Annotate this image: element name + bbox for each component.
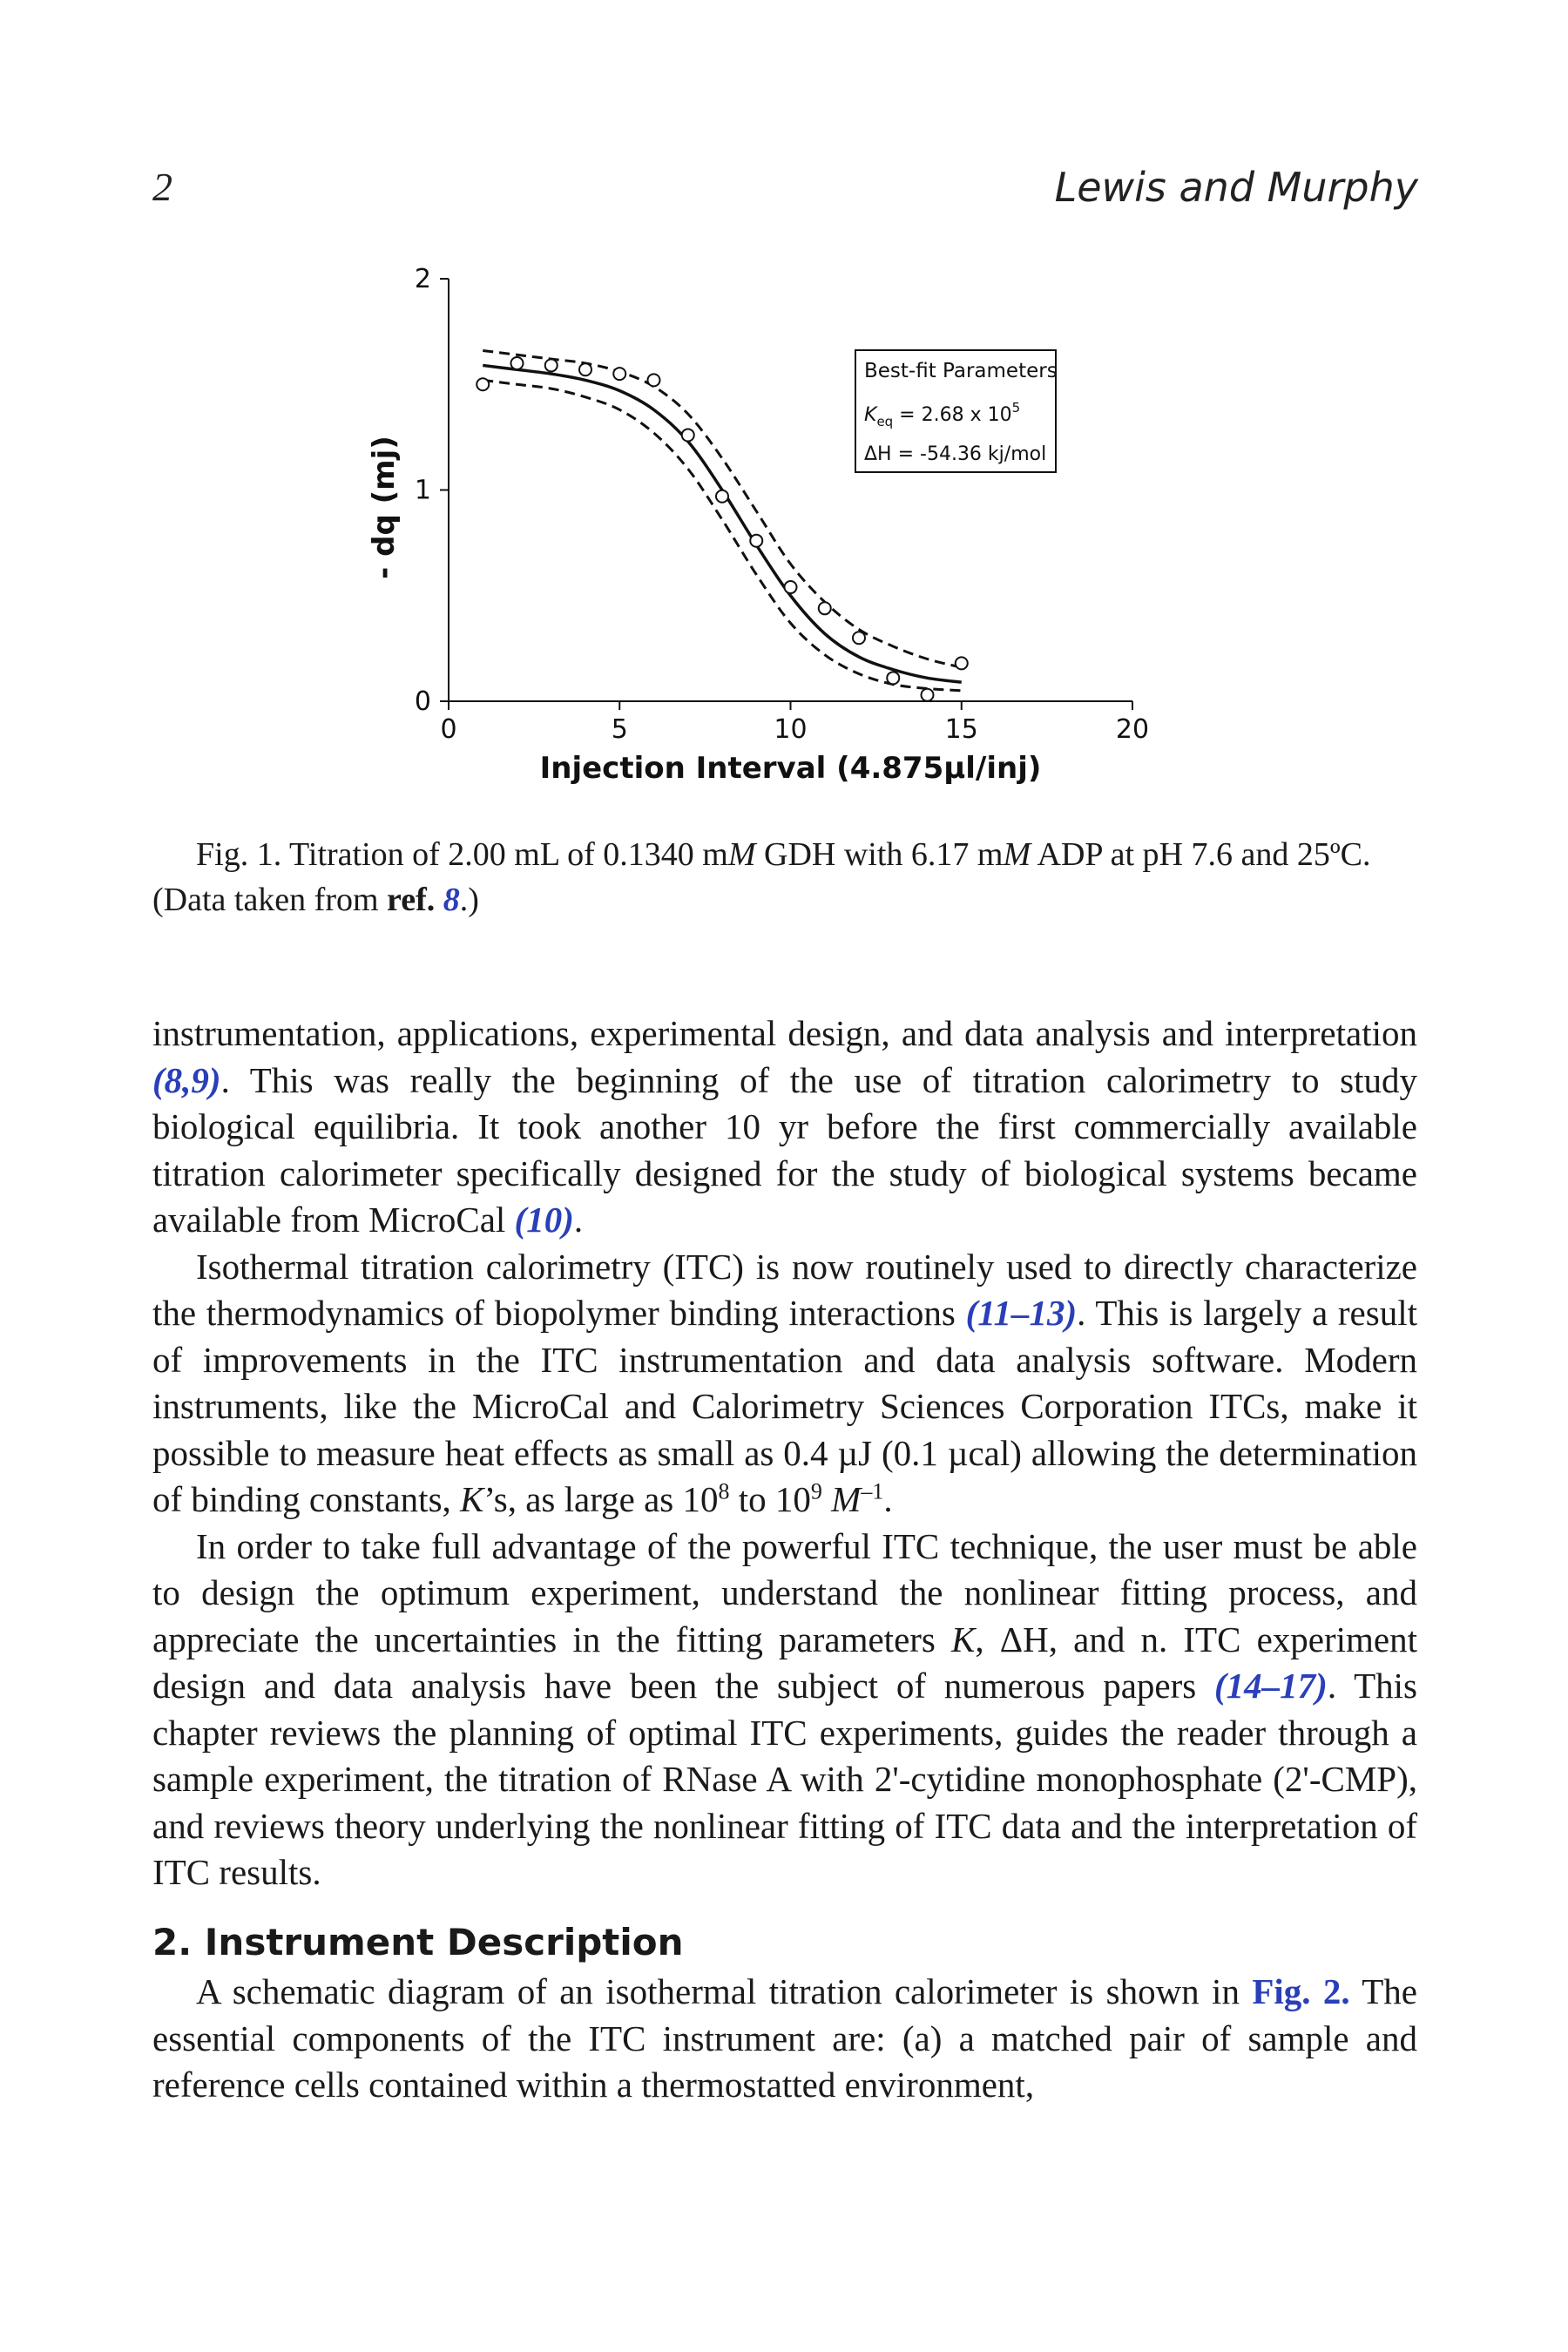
data-point <box>819 602 831 614</box>
data-point <box>956 657 968 669</box>
figure-caption: Fig. 1. Titration of 2.00 mL of 0.1340 mM GDH with 6.17 mM ADP at pH 7.6 and 25ºC. (Data taken from ref. 8.) <box>152 836 1371 918</box>
y-tick-label: 1 <box>414 475 431 506</box>
running-head: Lewis and Murphy <box>1054 164 1418 211</box>
citation-8-9[interactable]: (8,9) <box>152 1059 221 1100</box>
data-point <box>922 689 934 701</box>
data-point <box>476 378 489 390</box>
x-tick-label: 0 <box>440 714 457 745</box>
x-axis-label: Injection Interval (4.875µl/inj) <box>539 751 1042 786</box>
legend-dh: ΔH = -54.36 kj/mol <box>864 443 1047 465</box>
data-point <box>613 368 625 380</box>
citation-10[interactable]: (10) <box>514 1200 574 1240</box>
x-tick-label: 10 <box>774 714 808 745</box>
data-point <box>887 672 899 684</box>
data-point <box>648 374 660 386</box>
data-point <box>750 535 762 547</box>
y-tick-label: 0 <box>414 686 431 717</box>
data-point <box>682 429 694 441</box>
data-point <box>716 490 728 503</box>
figure-2-link[interactable]: Fig. 2. <box>1252 1971 1350 2011</box>
data-point <box>579 363 591 375</box>
paragraph-1: instrumentation, applications, experimental design, and data analysis and interpretation (8,9). This was really the beginning of the use of titration calorimetry to study biological equilibria. It took another 10 yr before the first commercially available titration calorimeter specifically designed for the study of biological systems became available from MicroCal (10). <box>152 1013 1417 1240</box>
legend-title: Best-fit Parameters <box>864 360 1058 382</box>
x-tick-label: 20 <box>1115 714 1150 745</box>
data-point <box>511 357 524 369</box>
paragraph-2: Isothermal titration calorimetry (ITC) is now routinely used to directly characterize the thermodynamics of biopolymer binding interactions (11–13). This is largely a result of improvements in the ITC instrumentation and data analysis software. Modern instruments, like the MicroCal and Calorimetry Sciences Corporation ITCs, make it possible to measure heat effects as small as 0.4 µJ (0.1 µcal) allowing the determination of binding constants, K’s, as large as $10^8$ to $10^9$ $M^{-1}$. <box>152 1246 1417 1519</box>
y-tick-label: 2 <box>414 264 431 294</box>
body-text <box>152 1010 1417 2109</box>
data-point <box>853 632 865 644</box>
paragraph-4: A schematic diagram of an isothermal titration calorimeter is shown in Fig. 2. The essential components of the ITC instrument are: (a) a matched pair of sample and reference cells contained within a thermostatted environment, <box>152 1971 1417 2105</box>
chart-legend <box>855 350 1058 472</box>
data-point <box>545 359 558 371</box>
data-point <box>785 581 797 593</box>
paragraph-3: In order to take full advantage of the powerful ITC technique, the user must be able to design the optimum experiment, understand the nonlinear fitting process, and appreciate the uncertainties in the fitting parameters K, ΔH, and n. ITC experiment design and data analysis have been the subject of numerous papers (14–17). This chapter reviews the planning of optimal ITC experiments, guides the reader through a sample experiment, the titration of RNase A with 2'-cytidine monophosphate (2'-CMP), and reviews theory underlying the nonlinear fitting of ITC data and the interpretation of ITC results. <box>152 1525 1417 1892</box>
caption-ref-link[interactable]: 8 <box>443 882 460 918</box>
x-tick-label: 15 <box>944 714 978 745</box>
citation-11-13[interactable]: (11–13) <box>965 1293 1078 1333</box>
citation-14-17[interactable]: (14–17) <box>1214 1666 1328 1706</box>
page-number: 2 <box>152 165 172 209</box>
x-tick-label: 5 <box>611 714 628 745</box>
y-axis-label: - dq (mj) <box>367 436 402 579</box>
titration-chart <box>348 253 1176 819</box>
legend-keq: $K_{eq} = 2.68$ x $10^5$ <box>864 400 1021 429</box>
section-heading: 2. Instrument Description <box>152 1920 684 1963</box>
